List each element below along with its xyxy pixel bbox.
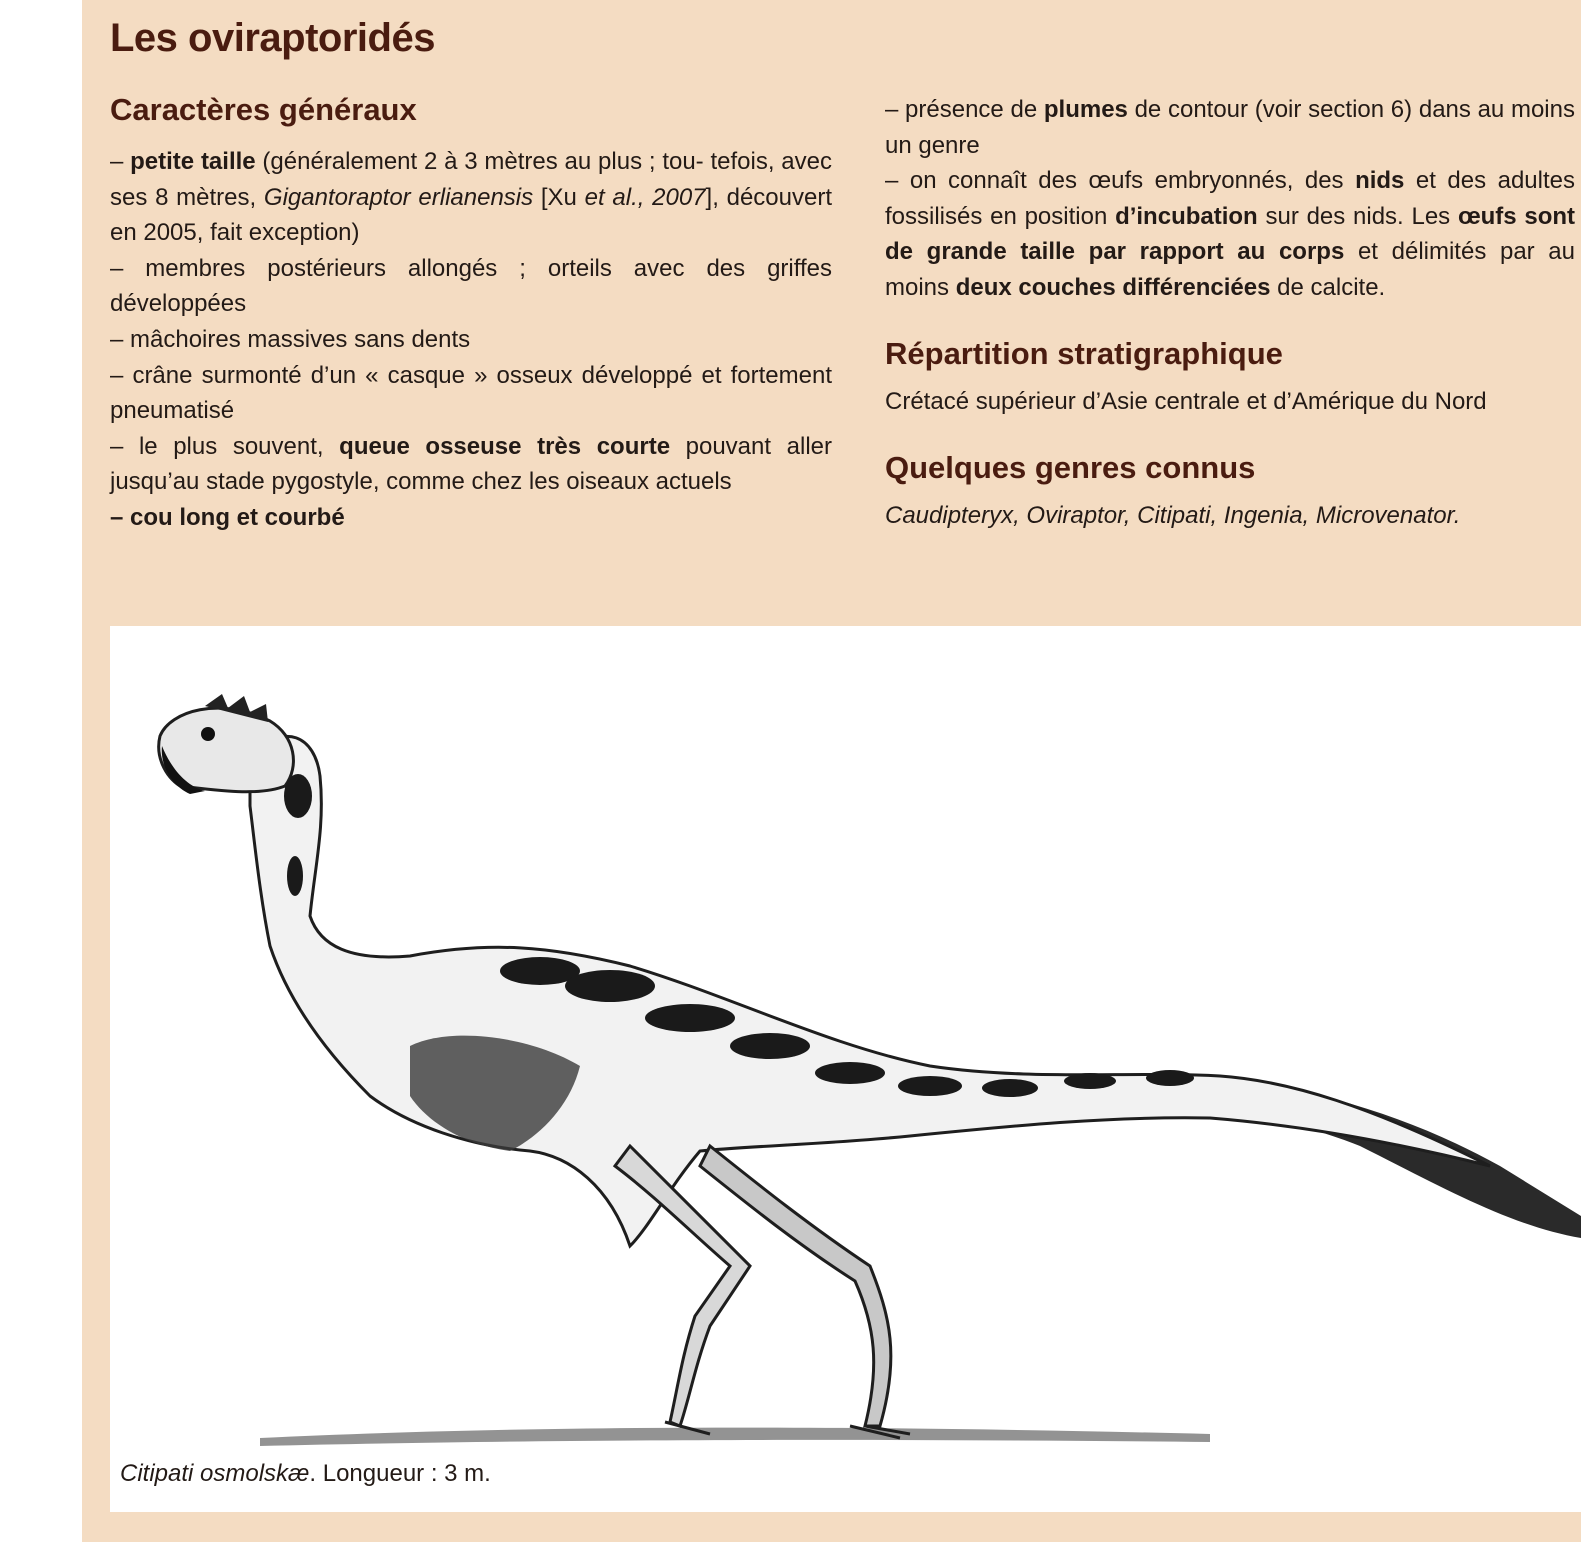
stratigraphic-range-text-box [885,388,1581,424]
stratigraphic-range-text: Crétacé supérieur d’Asie centrale et d’Amérique du Nord [885,388,1487,415]
list-item: – mâchoires massives sans dents [110,325,471,353]
list-item: – cou long et courbé [110,503,345,531]
known-genera-text: Caudipteryx, Oviraptor, Citipati, Ingenia, Microvenator. [885,502,1461,529]
known-genera-text-box [885,502,1581,538]
figure-caption: Citipati osmolskæ. Longueur : 3 m. [120,1460,491,1487]
page-title: Les oviraptoridés [110,16,435,60]
list-item: – on connaît des œufs embryonnés, des nids et des adultes fossilisés en position d’incubation sur des nids. Les œufs sont de grande taille par rapport au corps et délimités par au moins deux couches différenciées de calcite. [885,167,1576,301]
list-item: – membres postérieurs allongés ; orteils avec des griffes développées [110,254,832,318]
general-characteristics-list [110,144,832,536]
heading-general-characteristics: Caractères généraux [110,92,417,127]
list-item: – le plus souvent, queue osseuse très courte pouvant aller jusqu’au stade pygostyle, comme chez les oiseaux actuels [110,432,832,496]
ground-shadow [260,1428,1210,1446]
list-item: – petite taille (généralement 2 à 3 mètres au plus ; tou- tefois, avec ses 8 mètres, Gigantoraptor erlianensis [Xu et al., 2007], découvert en 2005, fait exception) [110,148,832,247]
dinosaur-body [250,736,1490,1246]
list-item: – présence de plumes de contour (voir section 6) dans au moins un genre [885,96,1575,159]
dinosaur-eye [201,727,215,741]
right-column-text [885,92,1581,307]
illustration-panel [110,626,1581,1512]
dinosaur-illustration [110,626,1581,1512]
heading-known-genera: Quelques genres connus [885,450,1256,485]
heading-stratigraphic-range: Répartition stratigraphique [885,336,1283,371]
list-item: – crâne surmonté d’un « casque » osseux développé et fortement pneumatisé [110,361,832,425]
